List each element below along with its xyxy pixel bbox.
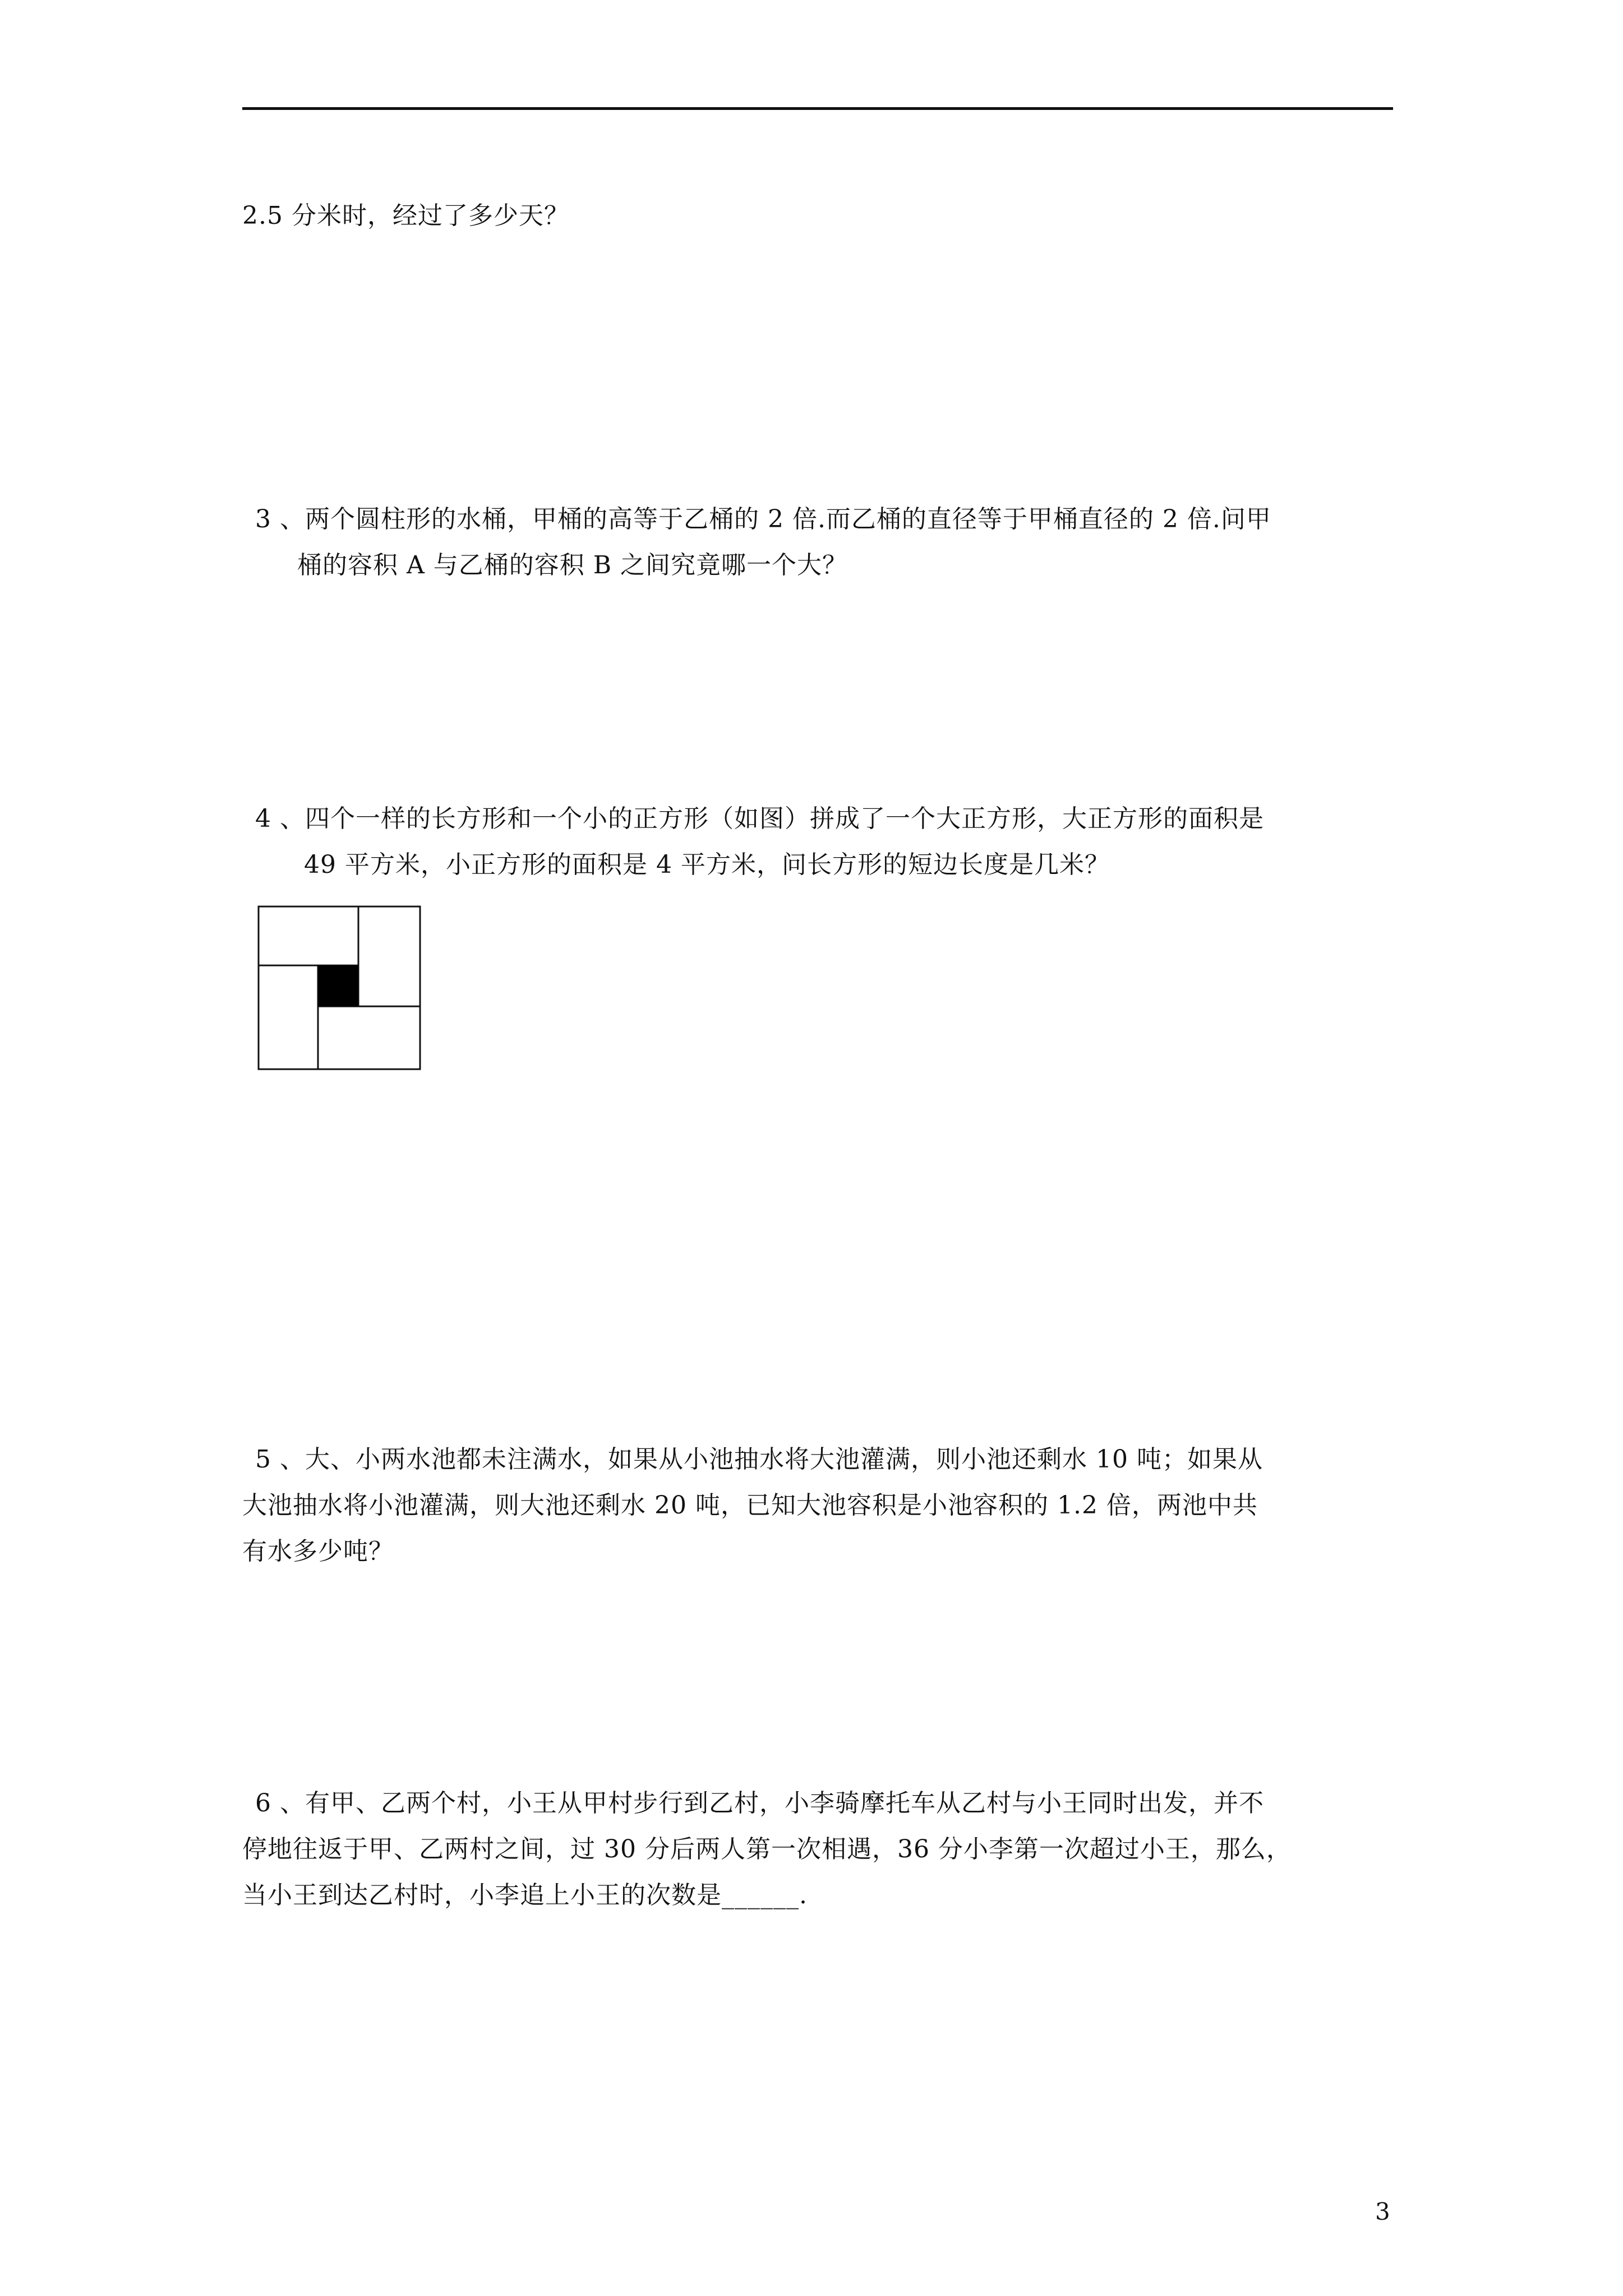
question-3-line-2: 桶的容积 A 与乙桶的容积 B 之间究竟哪一个大？ [297,551,848,579]
question-4-line-1: 4 、四个一样的长方形和一个小的正方形（如图）拼成了一个大正方形，大正方形的面积是 [255,804,1264,833]
question-2-line-1: 2.5 分米时，经过了多少天？ [242,201,569,230]
question-6-line-1: 6 、有甲、乙两个村，小王从甲村步行到乙村，小李骑摩托车从乙村与小王同时出发，并不 [255,1789,1264,1818]
question-5-line-1: 5 、大、小两水池都未注满水，如果从小池抽水将大池灌满，则小池还剩水 10 吨；如果从 [255,1445,1263,1474]
question-6-line-3: 当小王到达乙村时，小李追上小王的次数是______. [242,1881,808,1910]
page-number: 3 [1375,2198,1390,2225]
pinwheel-square-figure [257,905,421,1070]
question-5-line-3: 有水多少吨？ [242,1537,394,1566]
question-6-line-2: 停地往返于甲、乙两村之间，过 30 分后两人第一次相遇，36 分小李第一次超过小王，那么， [242,1835,1292,1864]
question-4-line-2: 49 平方米，小正方形的面积是 4 平方米，问长方形的短边长度是几米？ [304,850,1110,879]
question-5-line-2: 大池抽水将小池灌满，则大池还剩水 20 吨，已知大池容积是小池容积的 1.2 倍，两池中共 [242,1491,1258,1520]
question-3-line-1: 3 、两个圆柱形的水桶，甲桶的高等于乙桶的 2 倍.而乙桶的直径等于甲桶直径的 2 倍.问甲 [255,505,1271,533]
small-black-square [318,965,358,1006]
header-rule [242,107,1393,110]
